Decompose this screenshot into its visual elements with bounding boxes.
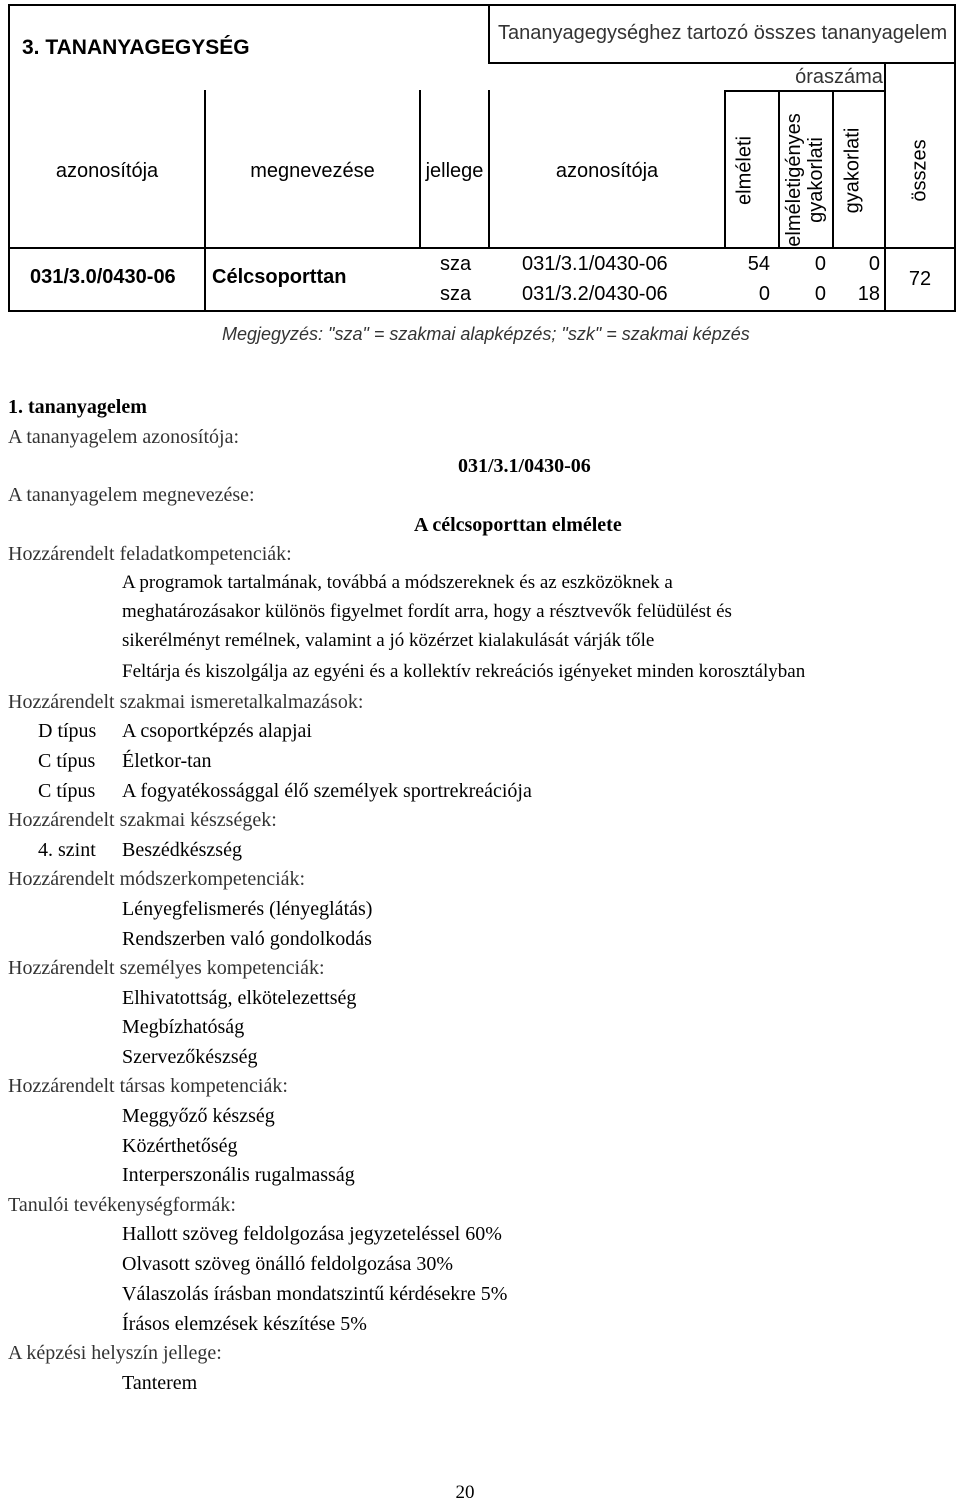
list-item: Válaszolás írásban mondatszintű kérdésekre 5% xyxy=(122,1283,508,1305)
row-id: 031/3.1/0430-06 xyxy=(522,253,668,275)
knowledge-type: C típus xyxy=(38,750,96,772)
skill-level: 4. szint xyxy=(38,839,96,861)
list-item: A fogyatékossággal élő személyek sportrekreációja xyxy=(122,780,532,802)
method-label: Hozzárendelt módszerkompetenciák: xyxy=(8,868,306,890)
page-number: 20 xyxy=(455,1482,475,1503)
location-label: A képzési helyszín jellege: xyxy=(8,1342,222,1364)
skills-label: Hozzárendelt szakmai készségek: xyxy=(8,809,277,831)
activities-label: Tanulói tevékenységformák: xyxy=(8,1194,236,1216)
total-hours: 72 xyxy=(908,268,932,290)
col-practice-header: gyakorlati xyxy=(841,127,864,214)
list-item: Közérthetőség xyxy=(122,1135,238,1157)
unit-name: Célcsoporttan xyxy=(212,266,347,288)
list-item: A programok tartalmának, továbbá a módszereknek és az eszközöknek a xyxy=(122,572,673,593)
social-label: Hozzárendelt társas kompetenciák: xyxy=(8,1075,288,1097)
col-theory-practice-line2: gyakorlati xyxy=(805,137,827,223)
list-item: Interperszonális rugalmasság xyxy=(122,1164,355,1186)
list-item: A csoportképzés alapjai xyxy=(122,720,312,742)
hours-header: óraszáma xyxy=(795,66,883,88)
unit-title: 3. TANANYAGEGYSÉG xyxy=(22,36,250,59)
row-type: sza xyxy=(440,283,472,305)
row-theory-practice: 0 xyxy=(814,283,826,305)
list-item: Elhivatottság, elkötelezettség xyxy=(122,987,357,1009)
element-name-label: A tananyagelem megnevezése: xyxy=(8,484,255,506)
list-item: Megbízhatóság xyxy=(122,1016,245,1038)
element-id-label: A tananyagelem azonosítója: xyxy=(8,426,240,448)
list-item: Szervezőkészség xyxy=(122,1046,258,1068)
element-name-value: A célcsoporttan elmélete xyxy=(414,514,622,536)
element-heading: 1. tananyagelem xyxy=(8,396,147,418)
list-item: Lényegfelismerés (lényeglátás) xyxy=(122,898,373,920)
personal-label: Hozzárendelt személyes kompetenciák: xyxy=(8,957,325,979)
knowledge-label: Hozzárendelt szakmai ismeretalkalmazások: xyxy=(8,691,364,713)
col-type-header: jellege xyxy=(425,160,484,182)
list-item: meghatározásakor különös figyelmet fordít arra, hogy a résztvevők felüdülést és xyxy=(122,601,732,622)
list-item: Olvasott szöveg önálló feldolgozása 30% xyxy=(122,1253,454,1275)
row-id: 031/3.2/0430-06 xyxy=(522,283,668,305)
element-id-value: 031/3.1/0430-06 xyxy=(458,455,591,477)
list-item: Tanterem xyxy=(122,1372,198,1394)
row-practice: 0 xyxy=(868,253,880,275)
group-header: Tananyagegységhez tartozó összes tananyagelem xyxy=(498,22,948,44)
note: Megjegyzés: "sza" = szakmai alapképzés; "szk" = szakmai képzés xyxy=(222,324,750,344)
unit-id: 031/3.0/0430-06 xyxy=(30,266,176,288)
col-theory-practice-header xyxy=(783,105,827,255)
col-element-id-header: azonosítója xyxy=(555,160,659,182)
list-item: Feltárja és kiszolgálja az egyéni és a kollektív rekreációs igényeket minden korosztályban xyxy=(122,661,806,682)
col-total-header: összes xyxy=(908,139,931,202)
knowledge-type: C típus xyxy=(38,780,96,802)
row-theory: 0 xyxy=(758,283,770,305)
task-label: Hozzárendelt feladatkompetenciák: xyxy=(8,543,292,565)
list-item: sikerélményt remélnek, valamint a jó közérzet kialakulását várják tőle xyxy=(122,630,655,651)
row-type: sza xyxy=(440,253,472,275)
list-item: Hallott szöveg feldolgozása jegyzeteléssel 60% xyxy=(122,1223,502,1245)
col-name-header: megnevezése xyxy=(250,160,375,182)
row-theory: 54 xyxy=(747,253,770,275)
list-item: Írásos elemzések készítése 5% xyxy=(122,1313,367,1335)
list-item: Életkor-tan xyxy=(122,750,212,772)
list-item: Rendszerben való gondolkodás xyxy=(122,928,372,950)
col-theory-header: elméleti xyxy=(733,136,756,205)
col-theory-practice-line1: elméletigényes xyxy=(783,113,805,247)
list-item: Beszédkészség xyxy=(122,839,242,861)
list-item: Meggyőző készség xyxy=(122,1105,275,1127)
col-id-header: azonosítója xyxy=(55,160,159,182)
knowledge-type: D típus xyxy=(38,720,97,742)
row-practice: 18 xyxy=(857,283,880,305)
row-theory-practice: 0 xyxy=(814,253,826,275)
